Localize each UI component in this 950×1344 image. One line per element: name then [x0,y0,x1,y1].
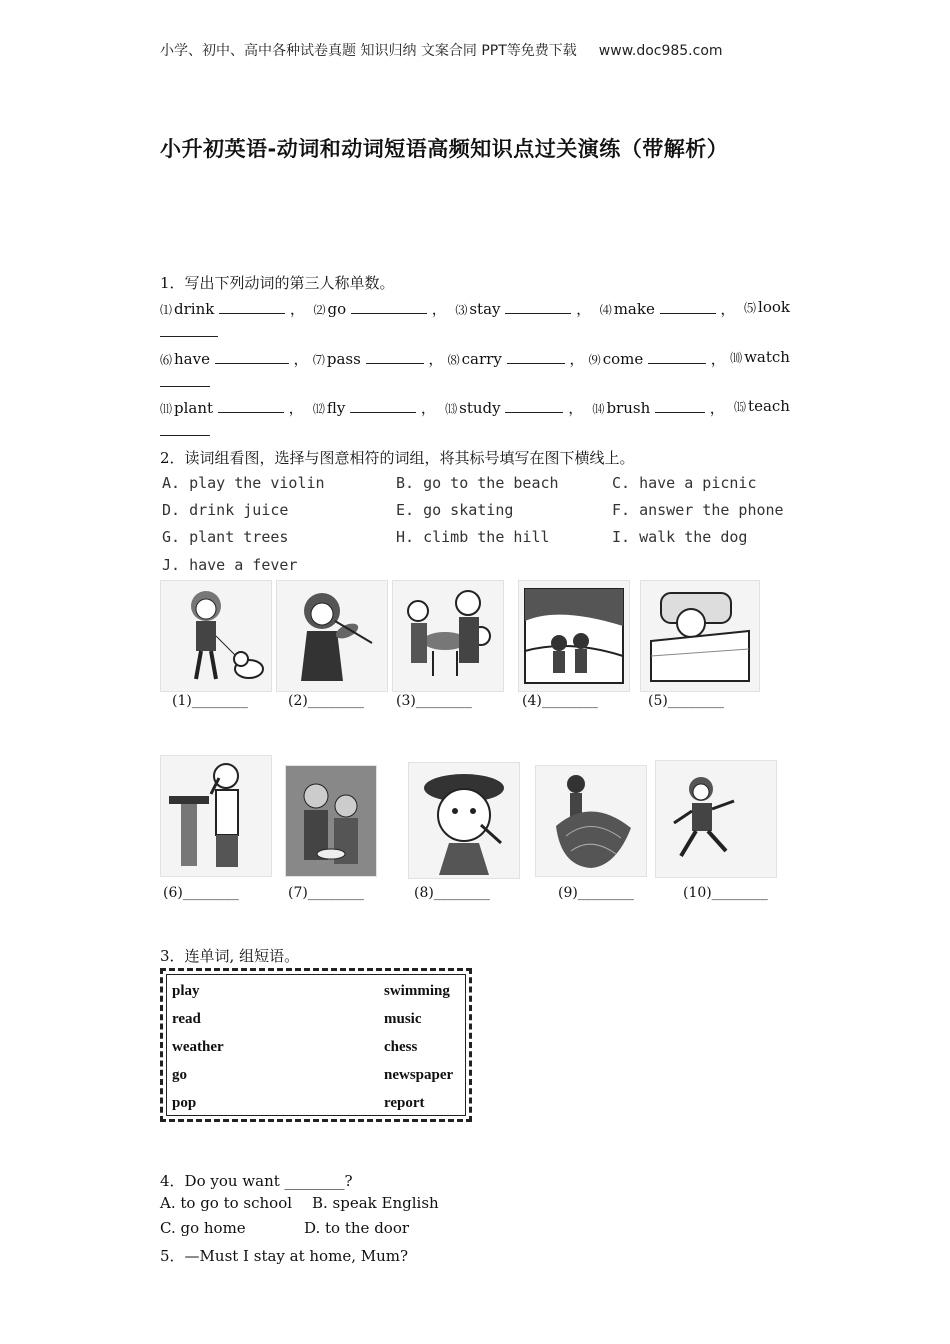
boy-in-hat-picture [408,762,520,879]
caption-10[interactable]: (10)________ [683,885,768,901]
q2-option-a: A. play the violin [162,474,325,492]
caption-6[interactable]: (6)________ [163,885,239,901]
page-header [160,40,723,60]
caption-5[interactable]: (5)________ [648,693,724,709]
q1-wrap-blank-3 [160,421,210,440]
q1-item: ⒀ study ， [445,399,584,417]
q2-option-i: I. walk the dog [612,528,748,546]
q5-prompt: 5．—Must I stay at home, Mum? [160,1247,409,1265]
q1-item: ⒂ teach [734,397,790,415]
q4-option-a[interactable]: A. to go to school [160,1194,293,1212]
q1-row-2 [160,348,790,369]
caption-4[interactable]: (4)________ [522,693,598,709]
page-title: 小升初英语-动词和动词短语高频知识点过关演练（带解析） [160,137,729,161]
left-word-4[interactable]: go [172,1067,187,1083]
man-on-phone-picture [160,755,272,877]
q1-item: ⑸ look [744,298,790,316]
q1-item: ⑹ have ， [160,350,309,368]
caption-3[interactable]: (3)________ [396,693,472,709]
caption-7[interactable]: (7)________ [288,885,364,901]
q2-option-b: B. go to the beach [396,474,559,492]
q1-item: ⑼ come ， [588,350,726,368]
family-picnic-picture [392,580,504,692]
q4-option-d[interactable]: D. to the door [304,1219,410,1237]
caption-2[interactable]: (2)________ [288,693,364,709]
planting-trees-picture [535,765,647,877]
q1-item: ⑿ fly ， [312,399,436,417]
q2-option-e: E. go skating [396,501,514,519]
q4-option-c[interactable]: C. go home [160,1219,246,1237]
q1-item: ⑶ stay ， [455,300,592,318]
people-drinking-picture [285,765,377,877]
q2-option-c: C. have a picnic [612,474,757,492]
q1-wrap-blank-2 [160,372,210,391]
q2-option-d: D. drink juice [162,501,289,519]
girl-playing-violin-picture [276,580,388,692]
caption-1[interactable]: (1)________ [172,693,248,709]
girl-walking-dog-picture [160,580,272,692]
q1-item: ⑺ pass ， [312,350,444,368]
right-word-1[interactable]: swimming [384,983,450,999]
q1-item: ⒁ brush ， [592,399,725,417]
q1-item: ⑴ drink ， [160,300,305,318]
children-at-beach-picture [518,580,630,692]
caption-8[interactable]: (8)________ [414,885,490,901]
q1-prompt: 1．写出下列动词的第三人称单数。 [160,274,395,292]
left-word-2[interactable]: read [172,1011,201,1027]
q1-item: ⑷ make ， [599,300,736,318]
right-word-3[interactable]: chess [384,1039,418,1055]
q2-option-g: G. plant trees [162,528,289,546]
header-url[interactable]: www.doc985.com [598,43,723,59]
q1-row-3 [160,397,790,418]
q1-item: ⑵ go ， [313,300,447,318]
q1-item: ⑽ watch [730,348,790,366]
right-word-2[interactable]: music [384,1011,422,1027]
left-word-3[interactable]: weather [172,1039,224,1055]
q2-option-h: H. climb the hill [396,528,550,546]
q2-option-j: J. have a fever [162,556,298,574]
left-word-5[interactable]: pop [172,1095,197,1111]
q3-prompt: 3．连单词, 组短语。 [160,947,300,965]
q2-option-f: F. answer the phone [612,501,784,519]
q1-row-1 [160,298,790,319]
sick-child-in-bed-picture [640,580,760,692]
word-match-box [160,968,472,1122]
q1-wrap-blank-1 [160,322,218,341]
q4-option-b[interactable]: B. speak English [312,1194,439,1212]
girl-running-picture [655,760,777,878]
q2-prompt: 2．读词组看图，选择与图意相符的词组，将其标号填写在图下横线上。 [160,449,635,467]
right-word-5[interactable]: report [384,1095,425,1111]
q4-prompt: 4．Do you want ________? [160,1172,353,1190]
caption-9[interactable]: (9)________ [558,885,634,901]
q1-item: ⑻ carry ， [447,350,585,368]
q1-item: ⑾ plant ， [160,399,304,417]
right-word-4[interactable]: newspaper [384,1067,454,1083]
left-word-1[interactable]: play [172,983,200,999]
header-text: 小学、初中、高中各种试卷真题 知识归纳 文案合同 PPT等免费下载 [160,43,577,59]
